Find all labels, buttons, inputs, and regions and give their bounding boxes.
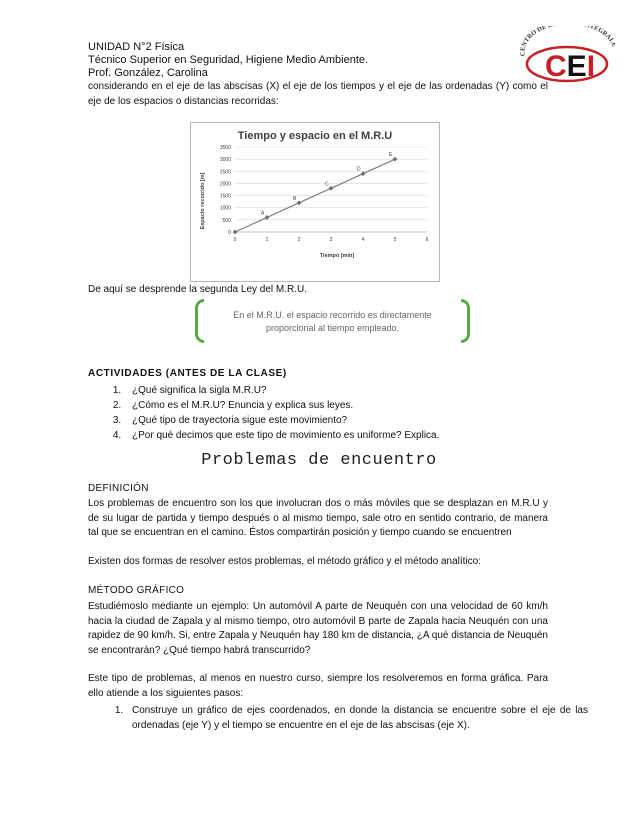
note-text: Este tipo de problemas, al menos en nuestro curso, siempre los resolveremos en forma gráfica. Para ello atiende a los siguientes pasos: bbox=[88, 673, 548, 699]
chart-point-label: D bbox=[357, 166, 361, 173]
header-teacher: Prof. González, Carolina bbox=[88, 67, 208, 79]
chart-x-tick-label: 5 bbox=[393, 237, 397, 243]
header-unit: UNIDAD N°2 Física bbox=[88, 41, 185, 53]
chart-data-point bbox=[361, 171, 366, 176]
chart-title: Tiempo y espacio en el M.R.U bbox=[237, 130, 393, 142]
section-title: Problemas de encuentro bbox=[201, 451, 437, 470]
chart-x-tick-label: 3 bbox=[329, 237, 333, 243]
chart-x-tick-label: 6 bbox=[425, 237, 429, 243]
chart-x-tick-label: 1 bbox=[265, 237, 269, 243]
chart-y-tick-label: 1500 bbox=[219, 193, 231, 200]
left-bracket bbox=[195, 299, 204, 343]
chart-y-tick-label: 3500 bbox=[219, 145, 231, 151]
step-item: 1. Construye un gráfico de ejes coordenados, en donde la distancia se encuentre sobre el eje de las ordenadas (eje Y) y el tiempo se encuentre en el eje de las abscisas (eje X). bbox=[126, 703, 588, 733]
mru-chart bbox=[190, 122, 440, 282]
definition-label: DEFINICIÓN bbox=[88, 483, 149, 494]
chart-x-tick-label: 2 bbox=[297, 237, 301, 243]
definition-text: Los problemas de encuentro son los que involucran dos o más móviles que se desplazan en M.R.U y de su lugar de partida y tiempo después o al mismo tiempo, sale otro en sentido contrario, de manera tal que se encuentran en el camino. Éstos compartirán posición y tiempo cuando se encuentren bbox=[88, 498, 548, 538]
activity-item: 4. ¿Por qué decimos que este tipo de movimiento es uniforme? Explica. bbox=[124, 428, 439, 443]
right-bracket bbox=[461, 299, 470, 343]
chart-y-tick-label: 3000 bbox=[219, 157, 231, 164]
chart-data-point bbox=[265, 215, 270, 220]
chart-data-point bbox=[393, 157, 398, 162]
chart-y-axis-label: Espacio recorrido [m] bbox=[200, 172, 206, 230]
graphic-method-label: MÉTODO GRÁFICO bbox=[88, 585, 185, 596]
logo-letters: CEI bbox=[545, 50, 596, 83]
chart-y-tick-label: 1000 bbox=[219, 205, 231, 212]
chart-y-tick-label: 500 bbox=[222, 217, 231, 224]
chart-y-tick-label: 2000 bbox=[219, 181, 231, 188]
chart-x-axis-label: Tiempo [min] bbox=[319, 253, 355, 259]
activity-item: 1. ¿Qué significa la sigla M.R.U? bbox=[124, 383, 439, 398]
chart-data-point bbox=[329, 186, 334, 191]
chart-x-tick-label: 4 bbox=[361, 237, 365, 243]
law-quote-box bbox=[195, 299, 470, 343]
chart-point-label: E bbox=[389, 152, 393, 159]
chart-y-tick-label: 2500 bbox=[219, 169, 231, 176]
example-text: Estudiémoslo mediante un ejemplo: Un automóvil A parte de Neuquén con una velocidad de 60 km/h hacia la ciudad de Zapala y al mismo tiempo, otro automóvil B parte de Zapala hacia Neuquén con una rapidez de 90 km/h. Si, entre Zapala y Neuquén hay 180 km de distancia, ¿A qué distancia de Neuquén se encontrarán? ¿Qué tiempo habrá transcurrido? bbox=[88, 601, 548, 656]
chart-x-tick-label: 0 bbox=[233, 237, 237, 243]
chart-y-tick-label: 0 bbox=[228, 230, 231, 236]
law-quote: En el M.R.U. el espacio recorrido es directamente proporcional al tiempo empleado. bbox=[233, 310, 432, 333]
activity-item: 2. ¿Cómo es el M.R.U? Enuncia y explica sus leyes. bbox=[124, 398, 439, 413]
activities-list bbox=[88, 383, 439, 443]
methods-text: Existen dos formas de resolver estos problemas, el método gráfico y el método analítico: bbox=[88, 556, 481, 567]
logo-arc-text: CENTRO DE TEGRAL bbox=[519, 26, 615, 57]
mru-chart-svg bbox=[191, 123, 439, 281]
steps-list bbox=[88, 703, 588, 733]
chart-point-label: C bbox=[325, 181, 329, 188]
cei-logo bbox=[515, 26, 615, 84]
header-course: Técnico Superior en Seguridad, Higiene Medio Ambiente. bbox=[88, 54, 369, 66]
chart-data-point bbox=[297, 200, 302, 205]
chart-point-label: A bbox=[261, 210, 265, 217]
activities-title: ACTIVIDADES (ANTES DE LA CLASE) bbox=[88, 368, 287, 379]
intro-paragraph: considerando en el eje de las abscisas (X) el eje de los tiempos y el eje de las ordenadas (Y) como el eje de los espacios o distancias recorridas: bbox=[88, 81, 548, 107]
activity-item: 3. ¿Qué tipo de trayectoria sigue este movimiento? bbox=[124, 413, 439, 428]
law-intro: De aquí se desprende la segunda Ley del M.R.U. bbox=[88, 284, 308, 295]
chart-data-point bbox=[233, 230, 238, 235]
chart-point-label: B bbox=[293, 195, 297, 202]
